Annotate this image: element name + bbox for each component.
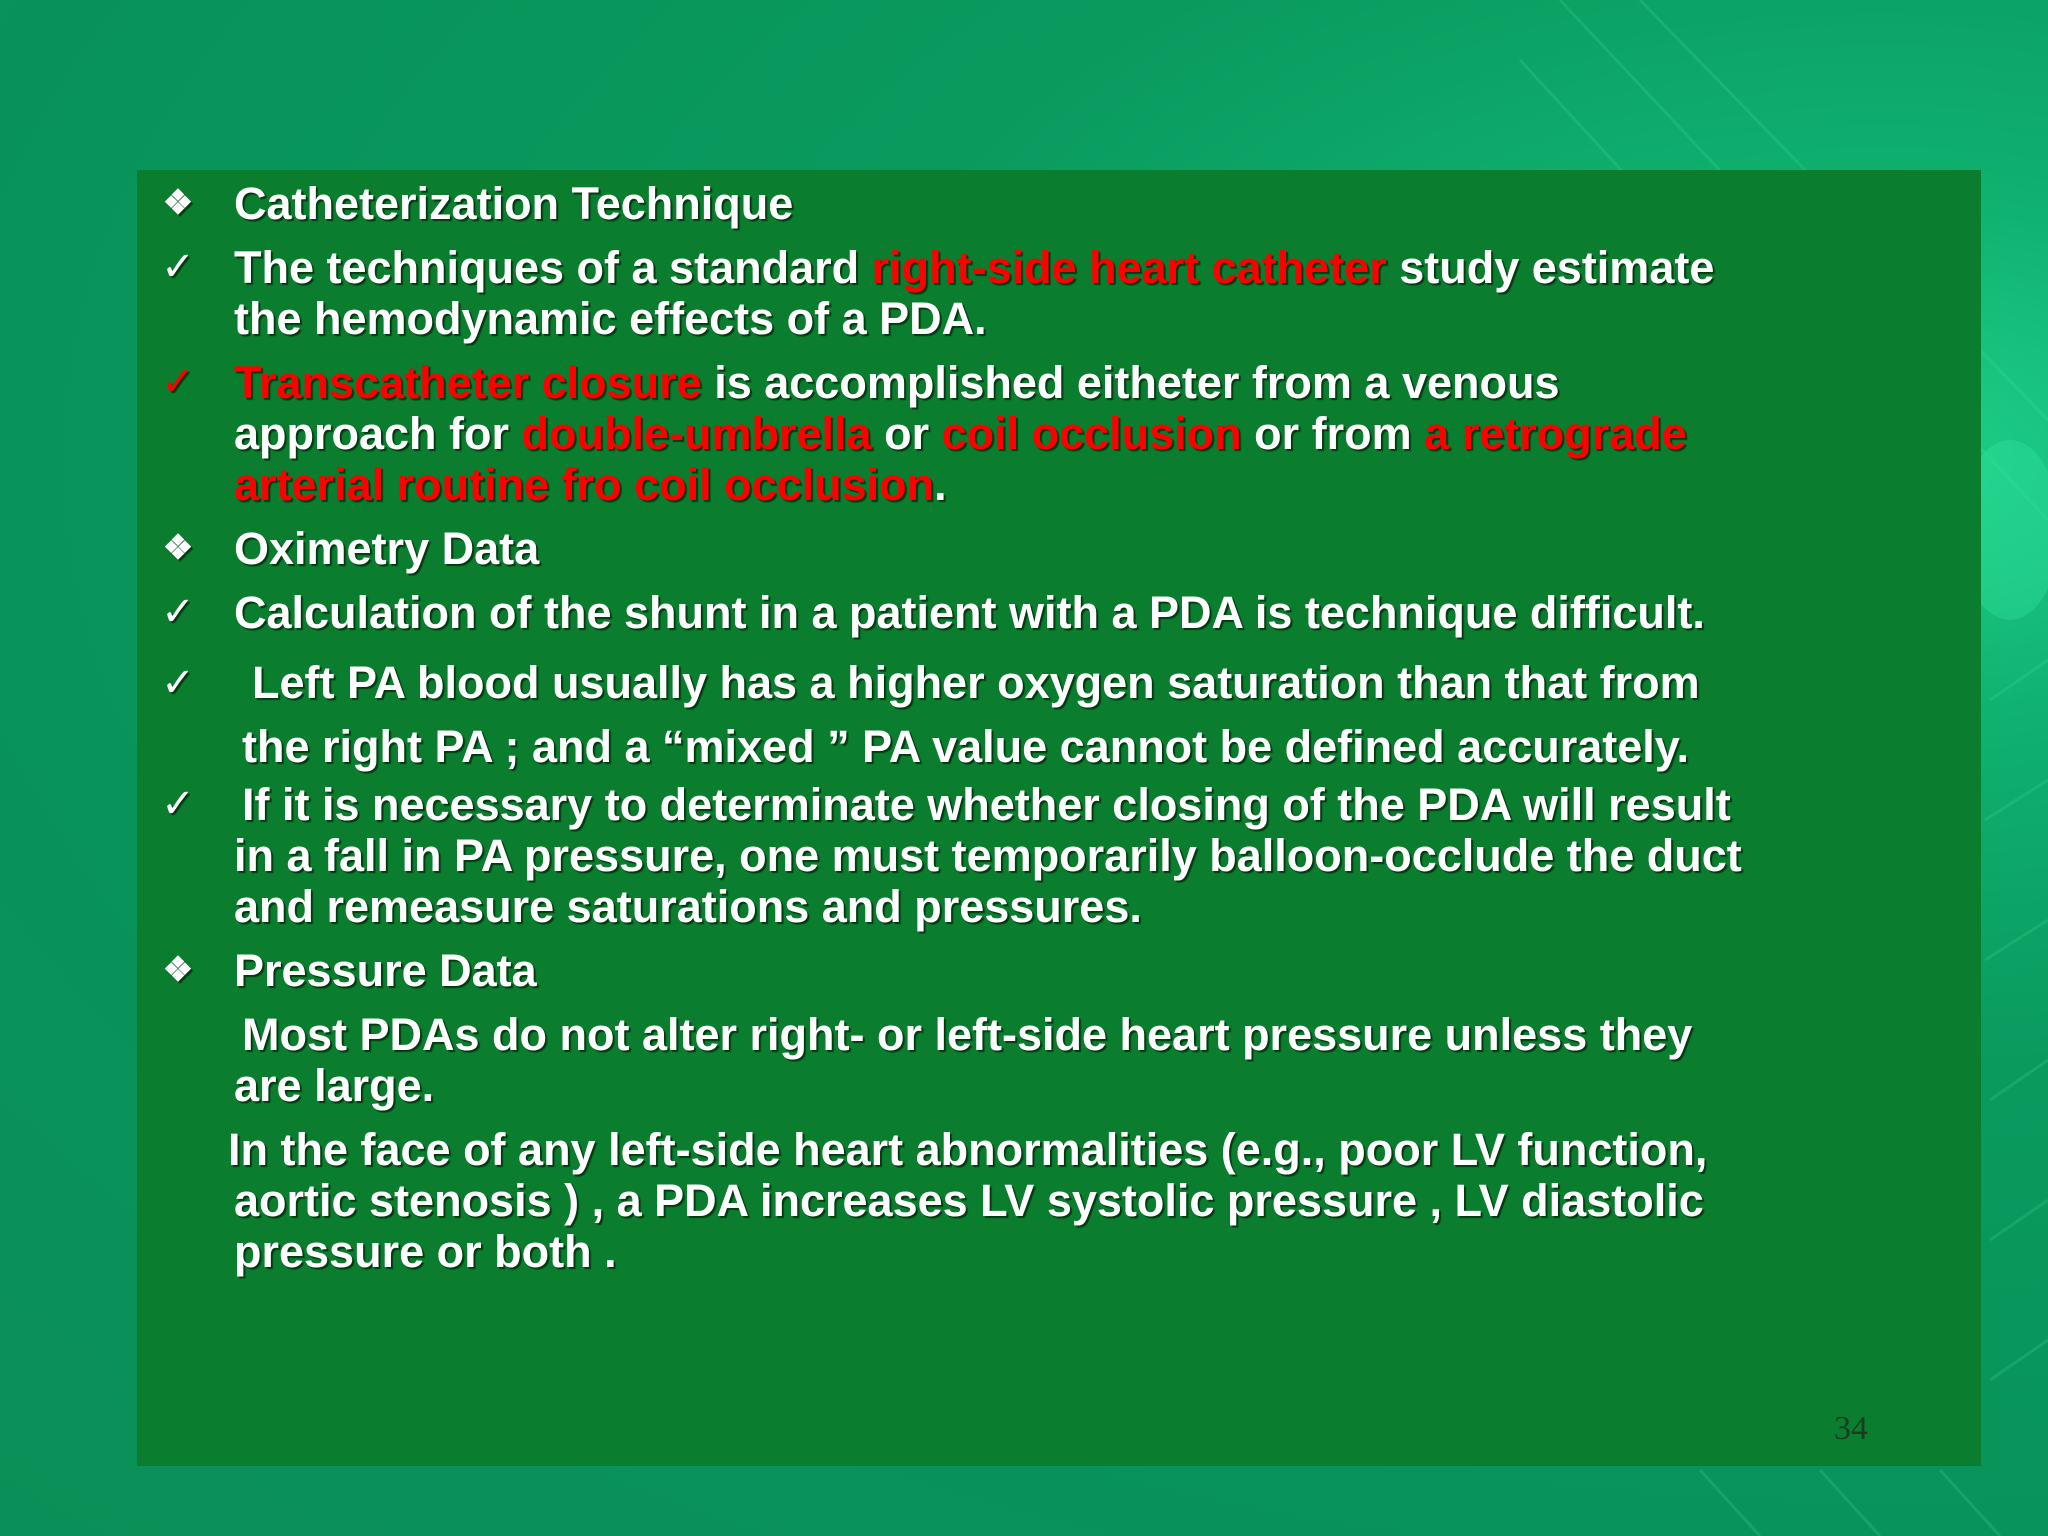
four-diamond-bullet-icon: ❖ (162, 529, 194, 567)
section-heading-oximetry (150, 523, 1970, 574)
highlight-span: right-side heart catheter (871, 242, 1387, 293)
item-line (234, 459, 1970, 510)
checkmark-icon: ✓ (161, 781, 195, 827)
highlight-span: coil occlusion (941, 408, 1242, 459)
text-span: The techniques of a standard (234, 242, 872, 293)
slide-number: 34 (1834, 1410, 1868, 1447)
item-line: If it is necessary to determinate whether closing of the PDA will result (242, 779, 1731, 830)
section-heading-pressure (150, 945, 1970, 996)
item-line: the hemodynamic effects of a PDA. (234, 293, 987, 344)
text-span: study estimate (1386, 242, 1715, 293)
paragraph (150, 1009, 1970, 1111)
text-span: approach for (234, 408, 522, 459)
item-line (234, 408, 1970, 459)
list-item (150, 779, 1970, 932)
item-line (234, 357, 1970, 408)
highlight-span: arterial routine fro coil occlusion (234, 459, 935, 510)
highlight-span: a retrograde (1424, 408, 1687, 459)
text-span: or from (1241, 408, 1425, 459)
text-span: or (871, 408, 942, 459)
highlight-span: Transcatheter closure (234, 357, 702, 408)
item-line: Calculation of the shunt in a patient with a PDA is technique difficult. (234, 587, 1705, 638)
checkmark-icon: ✓ (161, 244, 195, 290)
list-item (150, 587, 1970, 638)
list-item (150, 357, 1970, 510)
checkmark-icon: ✓ (161, 589, 195, 635)
item-line: the right PA ; and a “mixed ” PA value cannot be defined accurately. (242, 721, 1689, 772)
checkmark-icon: ✓ (161, 359, 195, 405)
item-line: in a fall in PA pressure, one must temporarily balloon-occlude the duct (234, 830, 1742, 881)
paragraph (150, 1124, 1970, 1277)
four-diamond-bullet-icon: ❖ (162, 951, 194, 989)
item-line: Left PA blood usually has a higher oxygen saturation than that from (252, 657, 1700, 708)
paragraph-line: aortic stenosis ) , a PDA increases LV systolic pressure , LV diastolic (234, 1175, 1704, 1226)
paragraph-line: In the face of any left-side heart abnormalities (e.g., poor LV function, (228, 1124, 1708, 1175)
item-line: and remeasure saturations and pressures. (234, 881, 1142, 932)
paragraph-line: pressure or both . (234, 1226, 617, 1277)
paragraph-line: are large. (234, 1060, 435, 1111)
slide-content (150, 178, 1970, 1277)
checkmark-icon: ✓ (161, 660, 195, 706)
list-item (150, 242, 1970, 344)
heading-text: Catheterization Technique (234, 178, 794, 229)
text-span: is accomplished eitheter from a venous (701, 357, 1560, 408)
heading-text: Oximetry Data (234, 523, 540, 574)
four-diamond-bullet-icon: ❖ (162, 184, 194, 222)
paragraph-line: Most PDAs do not alter right- or left-side heart pressure unless they (242, 1009, 1693, 1060)
highlight-span: double-umbrella (521, 408, 872, 459)
section-heading-catheterization (150, 178, 1970, 229)
text-span: . (934, 459, 947, 510)
list-item (150, 651, 1970, 779)
heading-text: Pressure Data (234, 945, 537, 996)
item-line (234, 242, 1970, 293)
